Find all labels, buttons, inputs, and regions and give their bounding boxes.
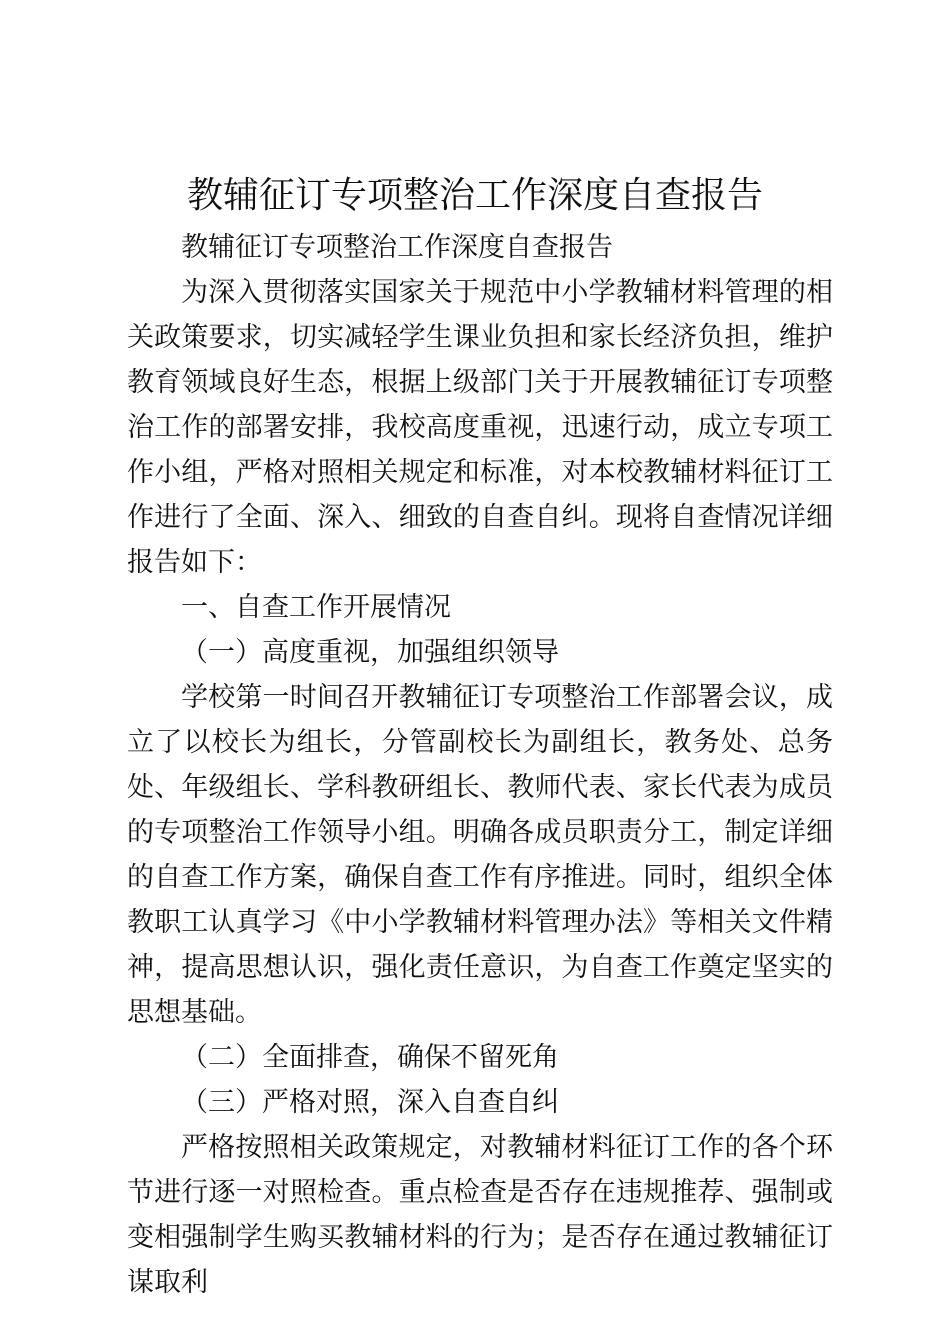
body-paragraph-2: 严格按照相关政策规定，对教辅材料征订工作的各个环节进行逐一对照检查。重点检查是否存在违规推荐、强制或变相强制学生购买教辅材料的行为；是否存在通过教辅征订谋取利 (127, 1132, 833, 1298)
subsection-heading-3: （三）严格对照，深入自查自纠 (181, 1087, 559, 1118)
subtitle-paragraph: 教辅征订专项整治工作深度自查报告 (181, 232, 613, 263)
document-body (127, 225, 833, 1305)
document-title: 教辅征订专项整治工作深度自查报告 (186, 175, 763, 216)
subsection-heading-1: （一）高度重视，加强组织领导 (181, 637, 559, 668)
section-heading-1: 一、自查工作开展情况 (181, 592, 451, 623)
body-paragraph-1: 学校第一时间召开教辅征订专项整治工作部署会议，成立了以校长为组长，分管副校长为副组长，教务处、总务处、年级组长、学科教研组长、教师代表、家长代表为成员的专项整治工作领导小组。明确各成员职责分工，制定详细的自查工作方案，确保自查工作有序推进。同时，组织全体教职工认真学习《中小学教辅材料管理办法》等相关文件精神，提高思想认识，强化责任意识，为自查工作奠定坚实的思想基础。 (127, 682, 833, 1028)
subsection-heading-2: （二）全面排查，确保不留死角 (181, 1042, 559, 1073)
intro-paragraph: 为深入贯彻落实国家关于规范中小学教辅材料管理的相关政策要求，切实减轻学生课业负担和家长经济负担，维护教育领域良好生态，根据上级部门关于开展教辅征订专项整治工作的部署安排，我校高度重视，迅速行动，成立专项工作小组，严格对照相关规定和标准，对本校教辅材料征订工作进行了全面、深入、细致的自查自纠。现将自查情况详细报告如下： (127, 277, 833, 578)
